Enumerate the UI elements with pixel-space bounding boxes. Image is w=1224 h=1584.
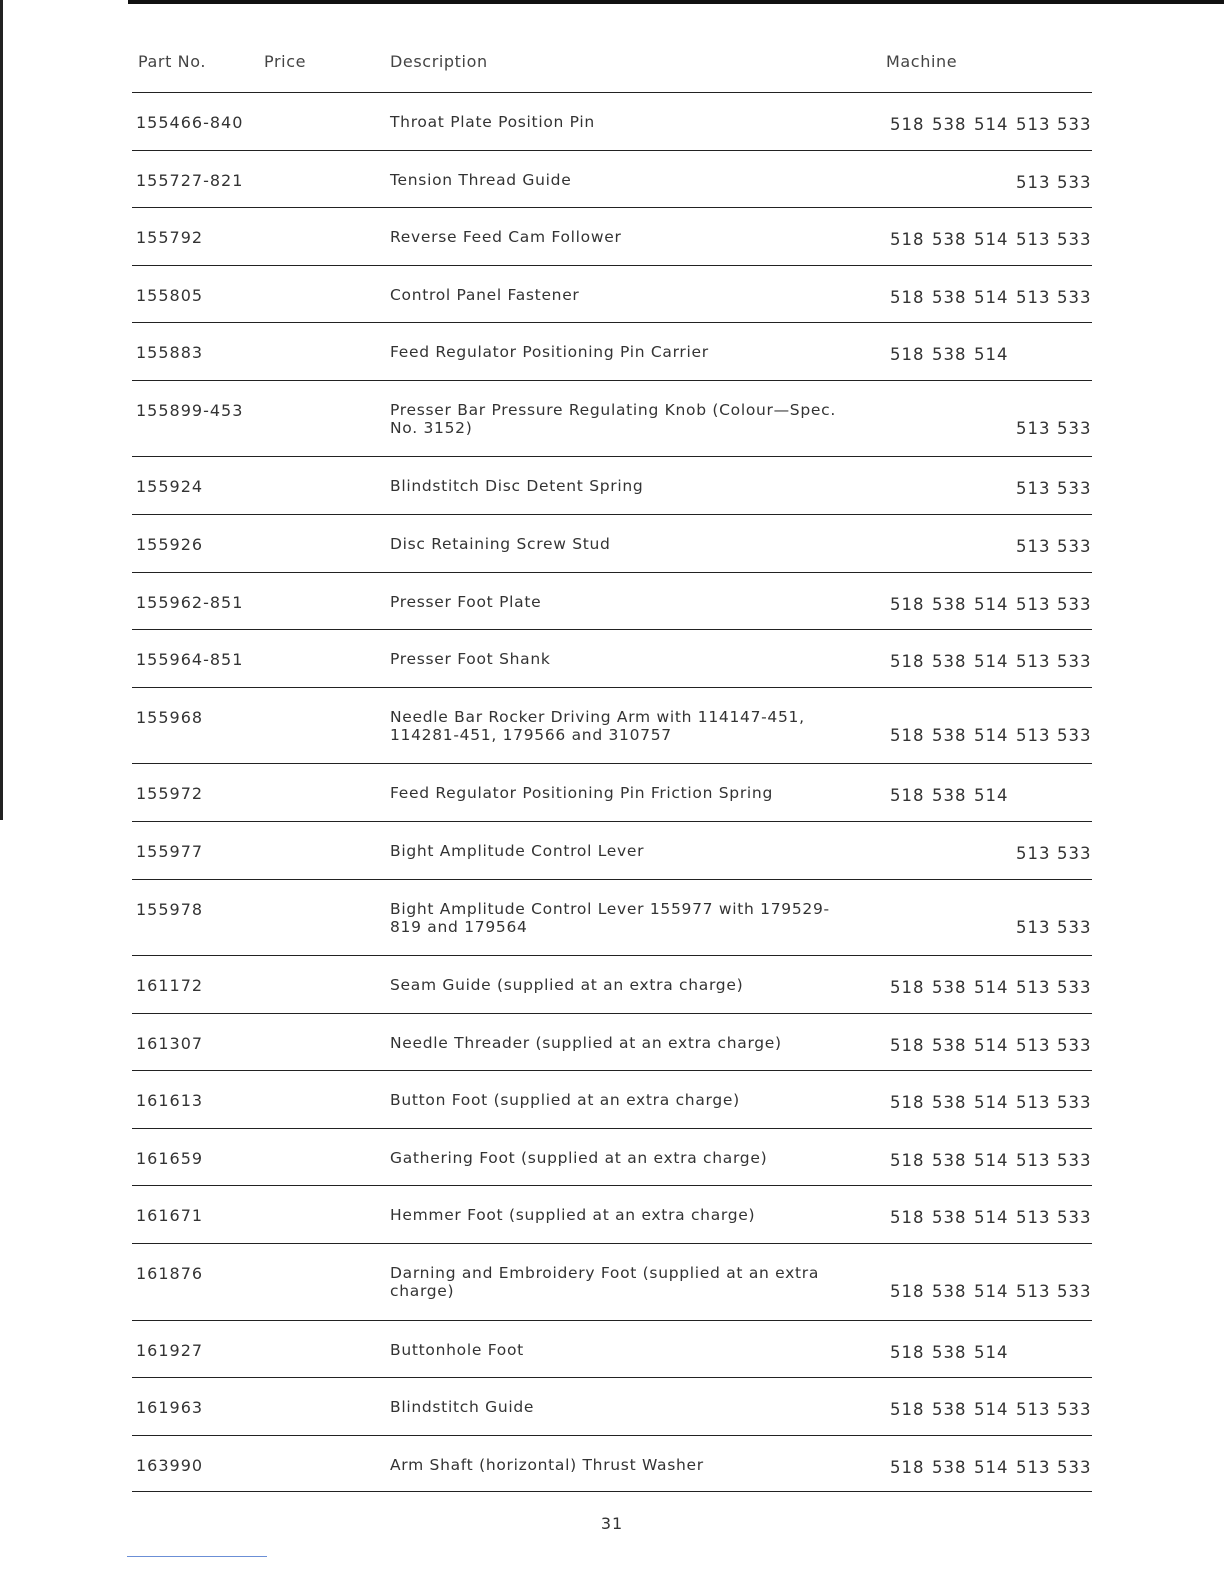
table-row	[132, 380, 1092, 457]
part-number: 155883	[136, 343, 204, 363]
machine-model: 538	[932, 1457, 967, 1477]
machine-list	[886, 173, 1090, 193]
machine-model: 514	[974, 230, 1009, 250]
machine-list	[886, 115, 1090, 135]
machine-model: 518	[890, 287, 925, 307]
machine-model: 514	[974, 287, 1009, 307]
machine-model: 513	[1016, 1093, 1051, 1113]
machine-list	[886, 288, 1090, 308]
table-row	[132, 265, 1092, 323]
machine-model: 514	[974, 1457, 1009, 1477]
footer-link-line	[127, 1556, 267, 1557]
machine-model: 514	[974, 1342, 1009, 1362]
table-row	[132, 572, 1092, 630]
part-number: 155962-851	[136, 592, 244, 612]
part-number: 155899-453	[136, 400, 244, 420]
machine-model: 514	[974, 978, 1009, 998]
part-description: Presser Foot Shank	[390, 650, 551, 669]
machine-list	[886, 595, 1090, 615]
machine-list	[886, 1458, 1090, 1478]
machine-model: 538	[932, 1342, 967, 1362]
table-row	[132, 1128, 1092, 1186]
machine-model: 513	[1016, 537, 1051, 557]
part-description: Reverse Feed Cam Follower	[390, 228, 622, 247]
table-row	[132, 1013, 1092, 1071]
machine-list	[886, 652, 1090, 672]
machine-model: 518	[890, 1342, 925, 1362]
part-number: 155968	[136, 707, 204, 727]
table-row	[132, 763, 1092, 821]
machine-list	[886, 726, 1090, 746]
machine-model: 514	[974, 725, 1009, 745]
machine-model: 533	[1057, 1400, 1092, 1420]
part-number: 161613	[136, 1091, 204, 1111]
machine-model: 518	[890, 978, 925, 998]
part-description: Blindstitch Guide	[390, 1398, 535, 1417]
part-number: 161963	[136, 1398, 204, 1418]
machine-list	[886, 844, 1090, 864]
table-row	[132, 150, 1092, 208]
table-row	[132, 879, 1092, 956]
table-row	[132, 456, 1092, 514]
machine-model: 533	[1057, 287, 1092, 307]
machine-model: 513	[1016, 418, 1051, 438]
machine-model: 514	[974, 1150, 1009, 1170]
machine-model: 513	[1016, 1457, 1051, 1477]
machine-model: 514	[974, 594, 1009, 614]
page-number: 31	[600, 1514, 624, 1533]
part-number: 155792	[136, 228, 204, 248]
machine-model: 533	[1057, 479, 1092, 499]
machine-model: 513	[1016, 1282, 1051, 1301]
machine-model: 513	[1016, 172, 1051, 192]
part-number: 163990	[136, 1455, 204, 1475]
part-number: 155727-821	[136, 170, 244, 190]
machine-model: 538	[932, 1400, 967, 1420]
table-row	[132, 1243, 1092, 1320]
part-number: 161927	[136, 1340, 204, 1360]
machine-model: 513	[1016, 594, 1051, 614]
machine-model: 513	[1016, 1400, 1051, 1420]
part-description: Feed Regulator Positioning Pin Carrier	[390, 343, 709, 362]
header-machine: Machine	[886, 52, 958, 71]
table-row	[132, 1070, 1092, 1128]
machine-model: 518	[890, 345, 925, 365]
machine-model: 513	[1016, 725, 1051, 745]
machine-model: 538	[932, 1282, 967, 1301]
part-description: Needle Bar Rocker Driving Arm with 114147-451, 114281-451, 179566 and 310757	[390, 707, 805, 744]
machine-model: 533	[1057, 725, 1092, 745]
machine-model: 514	[974, 652, 1009, 672]
part-number: 155978	[136, 899, 204, 919]
machine-model: 518	[890, 1457, 925, 1477]
machine-model: 533	[1057, 594, 1092, 614]
part-number: 155926	[136, 535, 204, 555]
machine-model: 518	[890, 1093, 925, 1113]
machine-model: 538	[932, 230, 967, 250]
machine-list	[886, 537, 1090, 557]
part-number: 161172	[136, 976, 204, 996]
part-description: Blindstitch Disc Detent Spring	[390, 477, 644, 496]
part-description: Needle Threader (supplied at an extra charge)	[390, 1033, 782, 1052]
table-row	[132, 629, 1092, 687]
machine-model: 514	[974, 115, 1009, 134]
header-part-no: Part No.	[138, 52, 207, 71]
table-row	[132, 1435, 1092, 1493]
machine-model: 514	[974, 1093, 1009, 1113]
machine-model: 538	[932, 978, 967, 998]
part-number: 155964-851	[136, 650, 244, 670]
machine-model: 513	[1016, 479, 1051, 499]
part-description: Throat Plate Position Pin	[390, 113, 595, 131]
machine-model: 533	[1057, 652, 1092, 672]
machine-model: 533	[1057, 172, 1092, 192]
machine-list	[886, 1400, 1090, 1420]
machine-model: 538	[932, 786, 967, 806]
machine-model: 518	[890, 652, 925, 672]
machine-model: 514	[974, 1400, 1009, 1420]
machine-model: 538	[932, 1208, 967, 1228]
table-row	[132, 955, 1092, 1013]
part-description: Bight Amplitude Control Lever 155977 with 179529-819 and 179564	[390, 899, 830, 936]
machine-model: 518	[890, 1150, 925, 1170]
table-row	[132, 514, 1092, 572]
machine-model: 533	[1057, 1035, 1092, 1055]
machine-model: 538	[932, 1093, 967, 1113]
table-row	[132, 821, 1092, 879]
parts-table	[0, 92, 1224, 1492]
machine-model: 518	[890, 725, 925, 745]
machine-model: 513	[1016, 1035, 1051, 1055]
machine-model: 533	[1057, 843, 1092, 863]
machine-model: 538	[932, 1035, 967, 1055]
machine-list	[886, 230, 1090, 250]
part-number: 161671	[136, 1206, 204, 1226]
table-row	[132, 687, 1092, 764]
machine-model: 514	[974, 1208, 1009, 1228]
part-number: 161659	[136, 1148, 204, 1168]
machine-list	[886, 1208, 1090, 1228]
machine-list	[886, 345, 1090, 365]
machine-model: 533	[1057, 115, 1092, 134]
machine-model: 533	[1057, 1093, 1092, 1113]
machine-model: 538	[932, 594, 967, 614]
machine-list	[886, 1151, 1090, 1171]
part-number: 155977	[136, 841, 204, 861]
table-row	[132, 1377, 1092, 1435]
part-description: Feed Regulator Positioning Pin Friction Spring	[390, 784, 773, 803]
table-row	[132, 207, 1092, 265]
part-description: Buttonhole Foot	[390, 1340, 524, 1359]
machine-list	[886, 419, 1090, 439]
machine-list	[886, 1282, 1090, 1302]
machine-model: 533	[1057, 1208, 1092, 1228]
part-number: 155972	[136, 784, 204, 804]
table-header	[0, 52, 1224, 76]
machine-list	[886, 479, 1090, 499]
machine-model: 514	[974, 786, 1009, 806]
table-row	[132, 322, 1092, 380]
machine-model: 533	[1057, 418, 1092, 438]
part-description: Presser Foot Plate	[390, 592, 542, 611]
machine-model: 513	[1016, 230, 1051, 250]
machine-model: 538	[932, 725, 967, 745]
machine-model: 538	[932, 1150, 967, 1170]
machine-model: 513	[1016, 115, 1051, 134]
machine-model: 518	[890, 115, 925, 134]
machine-model: 533	[1057, 917, 1092, 937]
part-description: Disc Retaining Screw Stud	[390, 535, 611, 554]
machine-model: 518	[890, 230, 925, 250]
part-number: 155466-840	[136, 113, 244, 132]
machine-model: 518	[890, 786, 925, 806]
part-description: Presser Bar Pressure Regulating Knob (Colour—Spec. No. 3152)	[390, 400, 836, 437]
part-description: Hemmer Foot (supplied at an extra charge)	[390, 1206, 756, 1225]
machine-model: 518	[890, 1282, 925, 1301]
machine-list	[886, 1093, 1090, 1113]
machine-model: 538	[932, 345, 967, 365]
machine-list	[886, 918, 1090, 938]
part-number: 155924	[136, 477, 204, 497]
machine-list	[886, 1343, 1090, 1363]
table-row	[132, 1320, 1092, 1378]
machine-model: 533	[1057, 1282, 1092, 1301]
machine-list	[886, 978, 1090, 998]
machine-model: 538	[932, 287, 967, 307]
machine-model: 538	[932, 115, 967, 134]
table-row	[132, 92, 1092, 150]
part-number: 155805	[136, 285, 204, 305]
machine-model: 518	[890, 594, 925, 614]
part-description: Darning and Embroidery Foot (supplied at an extra charge)	[390, 1264, 820, 1300]
machine-model: 514	[974, 1035, 1009, 1055]
table-row	[132, 1185, 1092, 1243]
machine-model: 518	[890, 1208, 925, 1228]
machine-model: 514	[974, 345, 1009, 365]
machine-model: 533	[1057, 230, 1092, 250]
machine-model: 513	[1016, 287, 1051, 307]
machine-model: 513	[1016, 1150, 1051, 1170]
machine-model: 513	[1016, 843, 1051, 863]
machine-model: 533	[1057, 1457, 1092, 1477]
machine-model: 518	[890, 1035, 925, 1055]
header-description: Description	[390, 52, 488, 71]
part-description: Tension Thread Guide	[390, 170, 572, 189]
part-description: Arm Shaft (horizontal) Thrust Washer	[390, 1455, 704, 1474]
machine-model: 538	[932, 652, 967, 672]
machine-model: 533	[1057, 1150, 1092, 1170]
machine-model: 533	[1057, 537, 1092, 557]
machine-model: 513	[1016, 652, 1051, 672]
machine-list	[886, 1036, 1090, 1056]
machine-model: 533	[1057, 978, 1092, 998]
machine-model: 513	[1016, 1208, 1051, 1228]
part-number: 161876	[136, 1264, 204, 1283]
part-description: Bight Amplitude Control Lever	[390, 841, 645, 860]
machine-model: 518	[890, 1400, 925, 1420]
part-number: 161307	[136, 1033, 204, 1053]
top-rule	[128, 0, 1224, 4]
machine-model: 514	[974, 1282, 1009, 1301]
machine-list	[886, 786, 1090, 806]
header-price: Price	[264, 52, 307, 71]
machine-model: 513	[1016, 917, 1051, 937]
part-description: Button Foot (supplied at an extra charge)	[390, 1091, 740, 1110]
part-description: Seam Guide (supplied at an extra charge)	[390, 976, 744, 995]
part-description: Control Panel Fastener	[390, 285, 580, 304]
part-description: Gathering Foot (supplied at an extra charge)	[390, 1148, 768, 1167]
machine-model: 513	[1016, 978, 1051, 998]
